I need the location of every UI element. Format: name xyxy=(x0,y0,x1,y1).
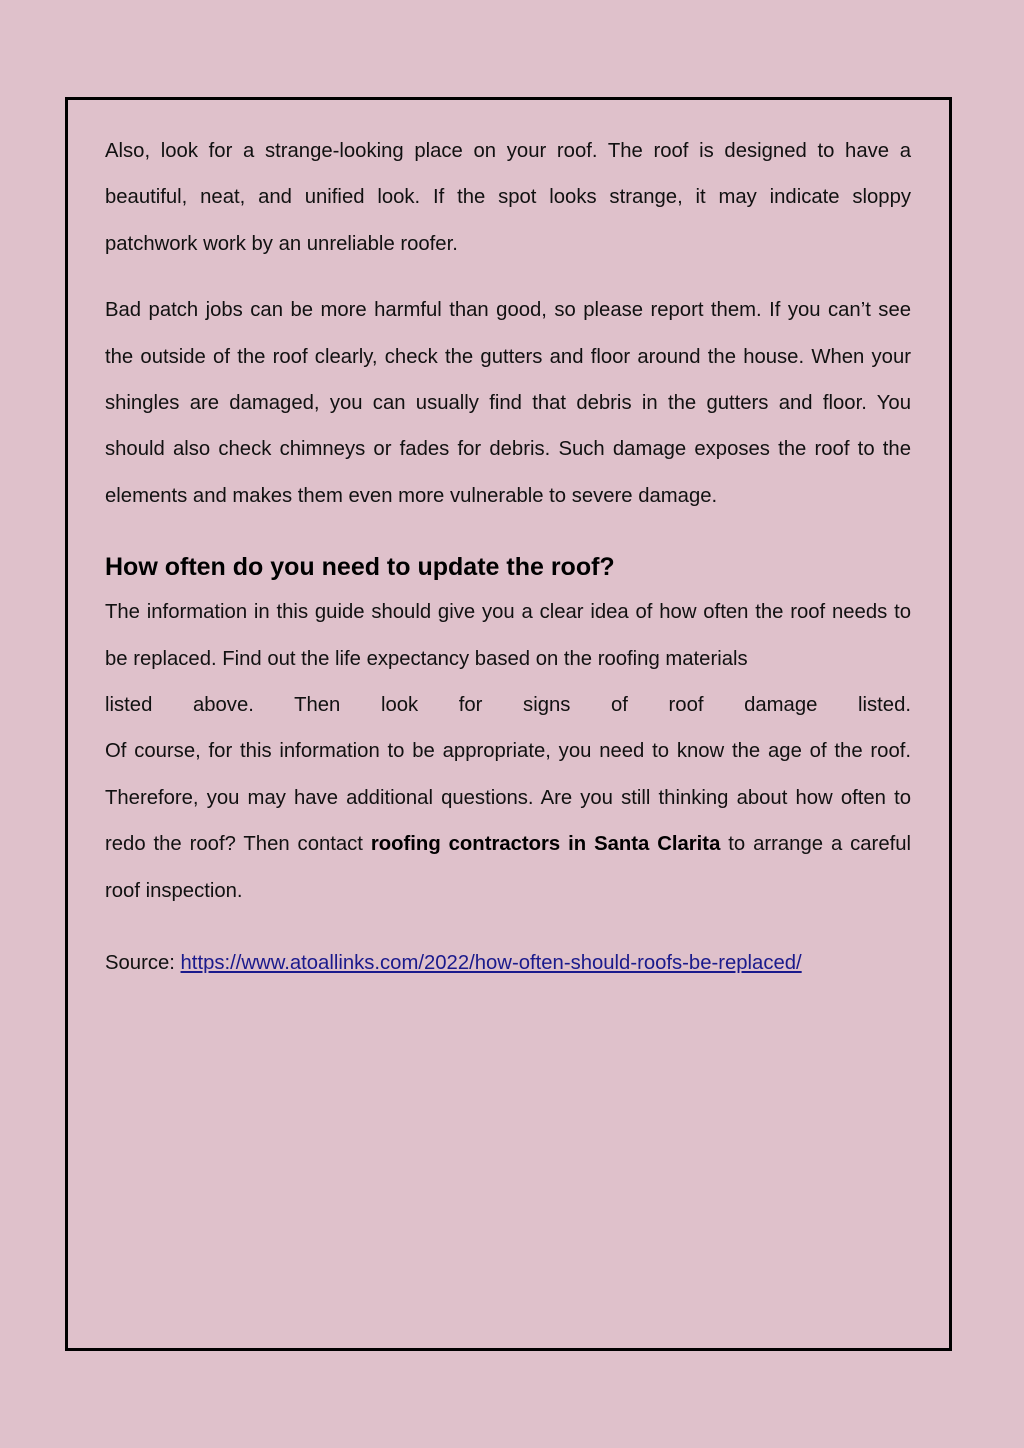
document-body xyxy=(105,128,911,987)
source-link[interactable]: https://www.atoallinks.com/2022/how-often-should-roofs-be-replaced/ xyxy=(180,952,802,975)
section-heading: How often do you need to update the roof? xyxy=(105,553,615,582)
paragraph-update-roof-part2: Of course, for this information to be appropriate, you need to know the age of the roof. Therefore, you may have additional questions. Are you still thinking about how often to redo the roof? Then contact xyxy=(105,740,911,856)
source-label: Source: xyxy=(105,952,181,975)
paragraph-update-roof-part3: to arrange a careful roof inspection. xyxy=(105,833,912,902)
paragraph-roof-spot: Also, look for a strange-looking place on your roof. The roof is designed to have a beautiful, neat, and unified look. If the spot looks strange, it may indicate sloppy patchwork work by an unreliable roofer. xyxy=(105,140,911,255)
paragraph-update-roof-part1: The information in this guide should give you a clear idea of how often the roof needs to be replaced. Find out the life expectancy based on the roofing materials xyxy=(105,601,911,670)
paragraph-patch-jobs: Bad patch jobs can be more harmful than good, so please report them. If you can’t see the outside of the roof clearly, check the gutters and floor around the house. When your shingles are damaged, you can usually find that debris in the gutters and floor. You should also check chimneys or fades for debris. Such damage exposes the roof to the elements and makes them even more vulnerable to severe damage. xyxy=(105,299,911,507)
paragraph-update-roof xyxy=(105,589,911,914)
roofing-contractors-keyword: roofing contractors in Santa Clarita xyxy=(370,833,721,856)
paragraph-update-roof-spread-line: listed above. Then look for signs of roof damage listed. xyxy=(105,694,911,717)
source-line xyxy=(105,940,911,986)
